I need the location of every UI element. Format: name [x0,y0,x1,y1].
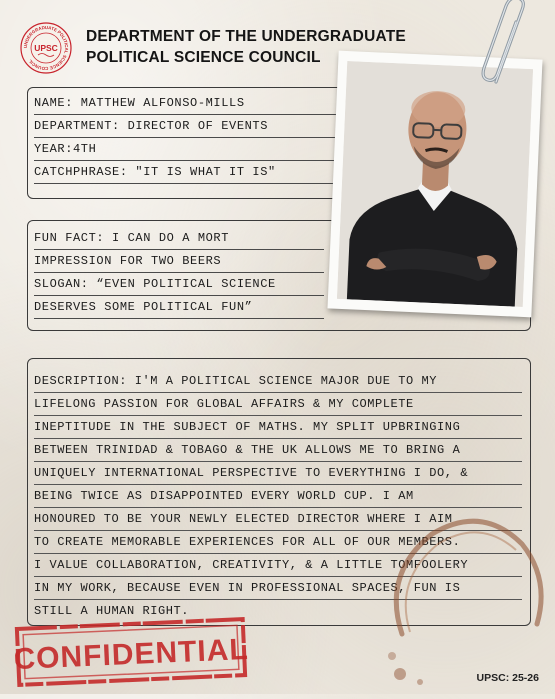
profile-card [27,87,349,199]
title-line-2: POLITICAL SCIENCE COUNCIL [86,47,406,68]
confidential-stamp [14,616,248,688]
year-field: YEAR:4TH [34,138,348,161]
svg-text:CONFIDENTIAL: CONFIDENTIAL [14,633,248,676]
coffee-stain-icon [372,484,552,694]
description-line: HONOURED TO BE YOUR NEWLY ELECTED DIRECTOR WHERE I AIM [34,507,522,531]
description-line: UNIQUELY INTERNATIONAL PERSPECTIVE TO EVERYTHING I DO, & [34,461,522,485]
logo-seal-icon [20,22,72,74]
slogan-line-2: DESERVES SOME POLITICAL FUN” [34,296,324,319]
description-line: INEPTITUDE IN THE SUBJECT OF MATHS. MY SPLIT UPBRINGING [34,415,522,439]
portrait-image [337,61,533,307]
description-line: TO CREATE MEMORABLE EXPERIENCES FOR ALL OF OUR MEMBERS. [34,530,522,554]
fun-fact-line-2: IMPRESSION FOR TWO BEERS [34,250,324,273]
svg-text:UPSC: UPSC [34,43,58,53]
paper-clip-icon [474,0,534,92]
name-field: NAME: MATTHEW ALFONSO-MILLS [34,92,348,115]
fun-fact-line-1: FUN FACT: I CAN DO A MORT [34,227,324,250]
svg-text:UNDERGRADUATE POLITICAL SCIENC: UNDERGRADUATE POLITICAL SCIENCE COUNCIL [23,25,69,71]
description-line: BETWEEN TRINIDAD & TOBAGO & THE UK ALLOWS ME TO BRING A [34,438,522,462]
footer-code: UPSC: 25-26 [477,672,539,684]
department-field: DEPARTMENT: DIRECTOR OF EVENTS [34,115,348,138]
slogan-line-1: SLOGAN: “EVEN POLITICAL SCIENCE [34,273,324,296]
description-line: I VALUE COLLABORATION, CREATIVITY, & A LITTLE TOMFOOLERY [34,553,522,577]
catchphrase-field: CATCHPHRASE: "IT IS WHAT IT IS" [34,161,348,184]
upsc-logo [20,22,72,74]
description-line: LIFELONG PASSION FOR GLOBAL AFFAIRS & MY COMPLETE [34,392,522,416]
description-line: BEING TWICE AS DISAPPOINTED EVERY WORLD CUP. I AM [34,484,522,508]
title-line-1: DEPARTMENT OF THE UNDERGRADUATE [86,26,406,47]
description-line: DESCRIPTION: I'M A POLITICAL SCIENCE MAJOR DUE TO MY [34,369,522,393]
description-line: IN MY WORK, BECAUSE EVEN IN PROFESSIONAL SPACES, FUN IS [34,576,522,600]
description-line: STILL A HUMAN RIGHT. [34,599,522,622]
